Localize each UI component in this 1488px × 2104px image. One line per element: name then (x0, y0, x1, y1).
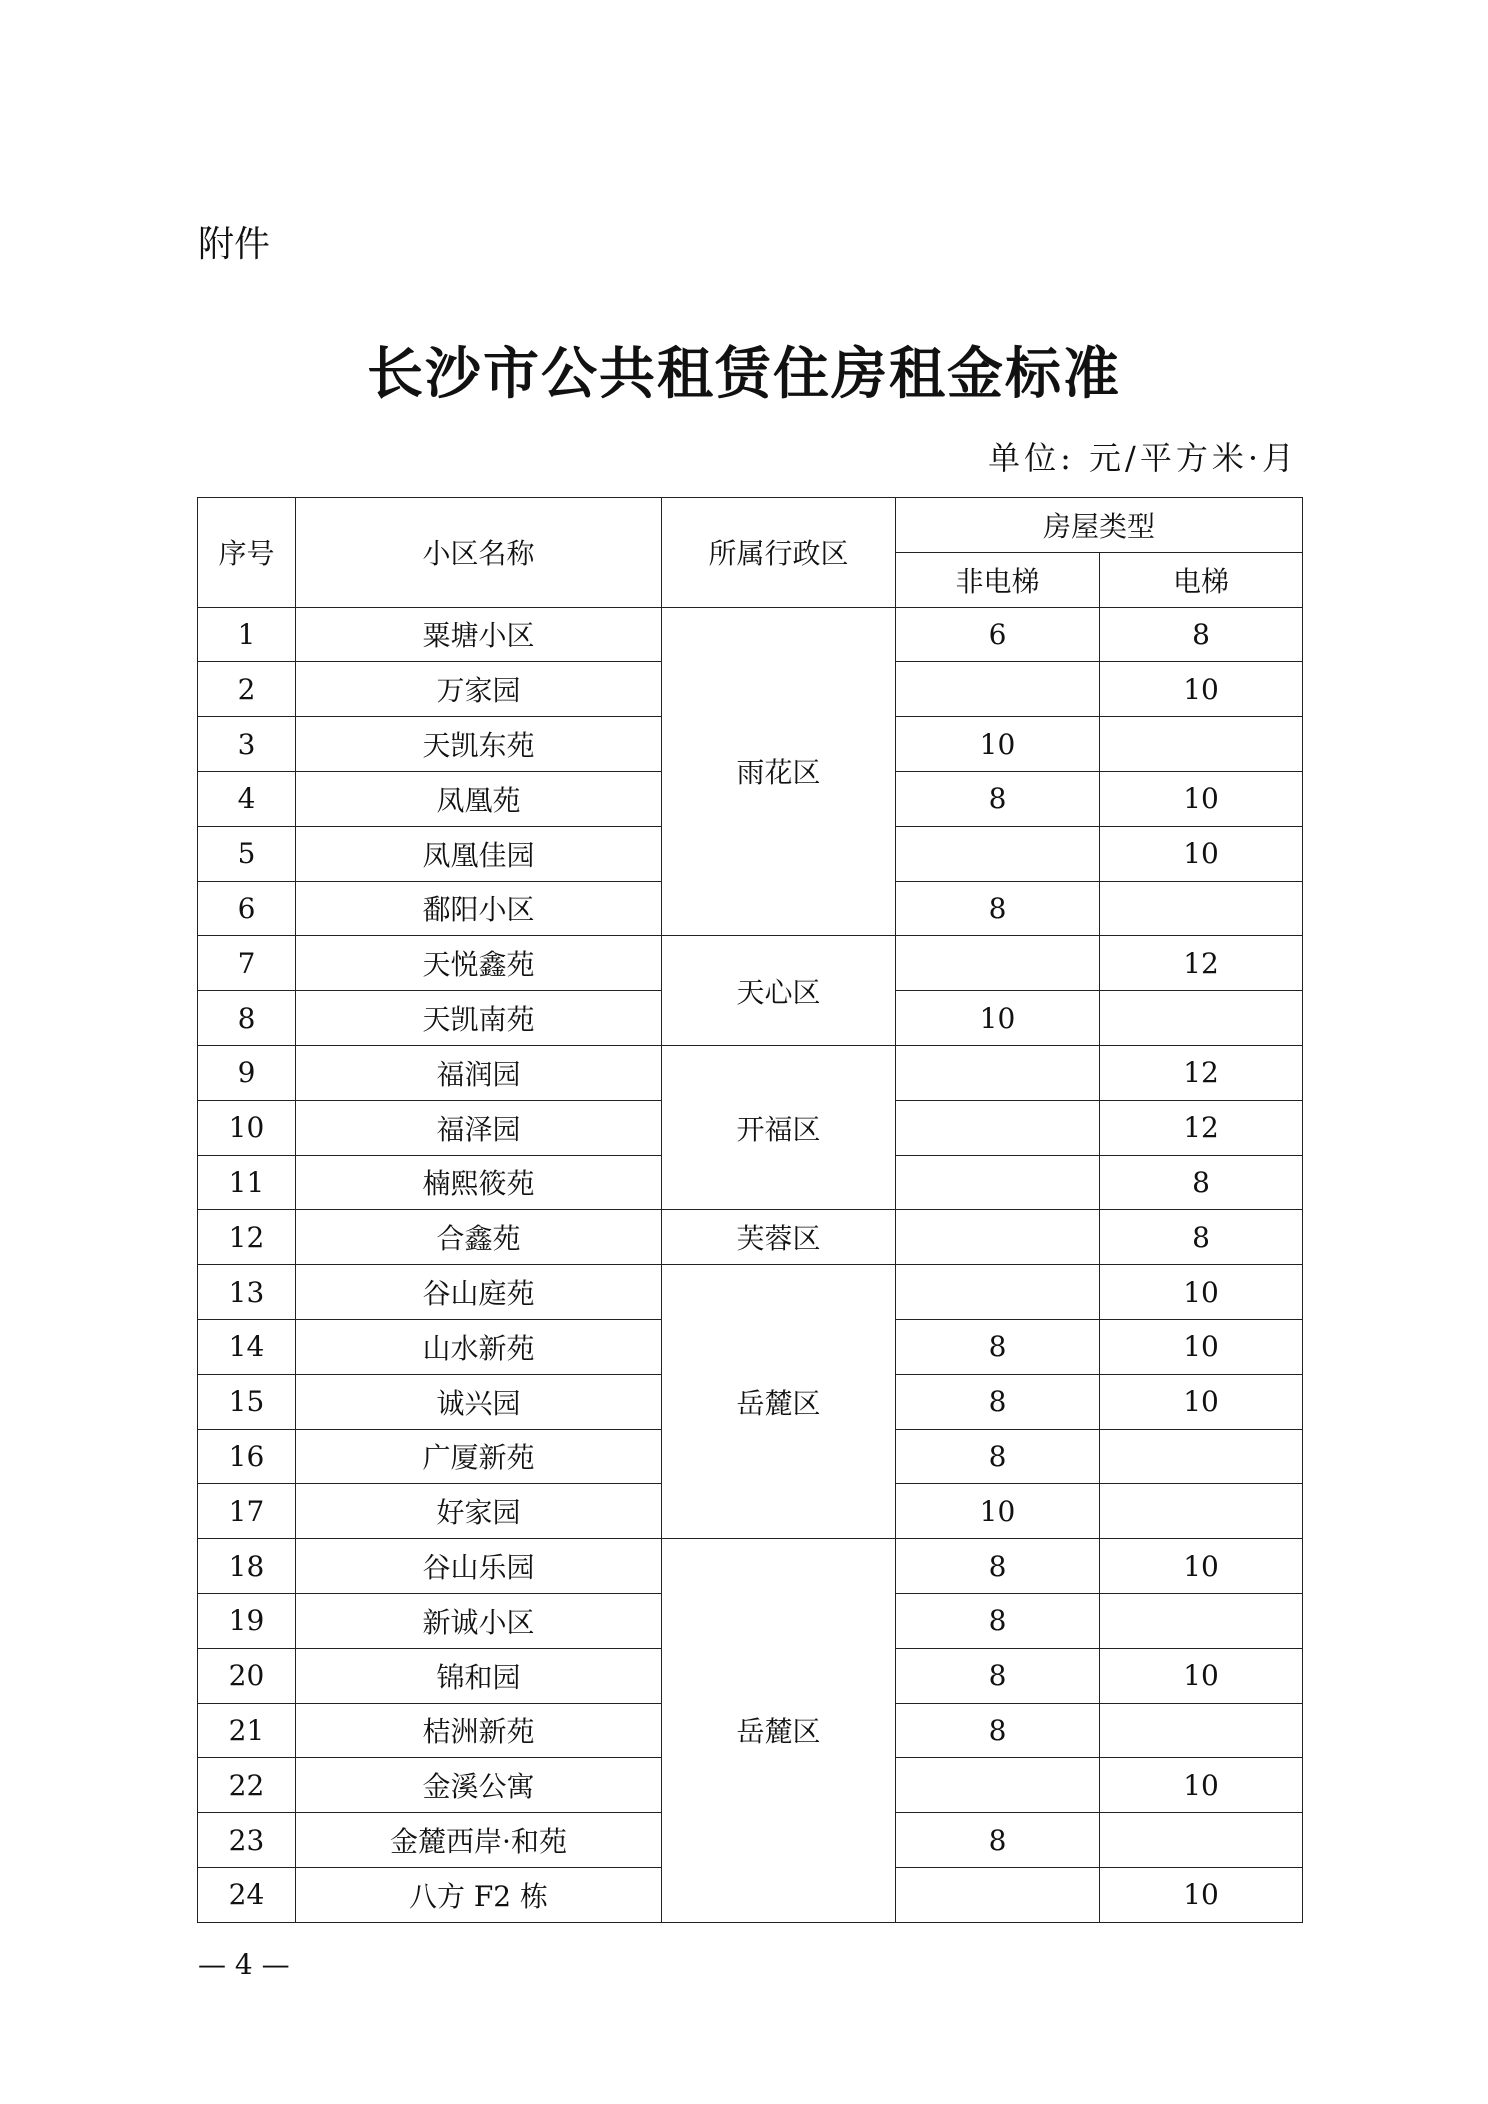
seq-cell: 18 (198, 1539, 296, 1594)
non-elevator-cell: 8 (896, 1593, 1100, 1648)
elevator-cell (1100, 717, 1303, 772)
name-cell: 金麓西岸·和苑 (296, 1813, 662, 1868)
seq-cell: 4 (198, 771, 296, 826)
non-elevator-cell: 10 (896, 717, 1100, 772)
seq-cell: 24 (198, 1867, 296, 1922)
elevator-cell: 10 (1100, 771, 1303, 826)
name-cell: 凤凰苑 (296, 771, 662, 826)
table-row (198, 1210, 1303, 1265)
non-elevator-cell (896, 1265, 1100, 1320)
elevator-cell (1100, 1429, 1303, 1484)
header-elevator: 电梯 (1100, 552, 1303, 607)
non-elevator-cell: 8 (896, 1429, 1100, 1484)
elevator-cell: 10 (1100, 1374, 1303, 1429)
seq-cell: 19 (198, 1593, 296, 1648)
attachment-label: 附件 (198, 224, 271, 265)
name-cell: 福泽园 (296, 1100, 662, 1155)
elevator-cell: 10 (1100, 1758, 1303, 1813)
elevator-cell: 8 (1100, 1155, 1303, 1210)
name-cell: 谷山乐园 (296, 1539, 662, 1594)
non-elevator-cell: 8 (896, 771, 1100, 826)
rent-standard-table (197, 497, 1303, 1923)
elevator-cell: 8 (1100, 1210, 1303, 1265)
elevator-cell (1100, 881, 1303, 936)
elevator-cell (1100, 991, 1303, 1046)
elevator-cell: 10 (1100, 1265, 1303, 1320)
elevator-cell (1100, 1703, 1303, 1758)
seq-cell: 13 (198, 1265, 296, 1320)
non-elevator-cell (896, 1045, 1100, 1100)
seq-cell: 8 (198, 991, 296, 1046)
non-elevator-cell: 10 (896, 991, 1100, 1046)
non-elevator-cell (896, 1758, 1100, 1813)
table-row (198, 607, 1303, 662)
non-elevator-cell (896, 826, 1100, 881)
name-cell: 万家园 (296, 662, 662, 717)
district-cell: 岳麓区 (662, 1539, 896, 1923)
seq-cell: 3 (198, 717, 296, 772)
seq-cell: 12 (198, 1210, 296, 1265)
non-elevator-cell (896, 1867, 1100, 1922)
district-cell: 芙蓉区 (662, 1210, 896, 1265)
non-elevator-cell (896, 662, 1100, 717)
table-header-row (198, 498, 1303, 553)
non-elevator-cell: 8 (896, 1703, 1100, 1758)
district-cell: 雨花区 (662, 607, 896, 936)
non-elevator-cell: 8 (896, 1648, 1100, 1703)
elevator-cell (1100, 1484, 1303, 1539)
name-cell: 好家园 (296, 1484, 662, 1539)
elevator-cell (1100, 1813, 1303, 1868)
unit-label: 单位: 元/平方米·月 (988, 439, 1298, 477)
name-cell: 粟塘小区 (296, 607, 662, 662)
seq-cell: 21 (198, 1703, 296, 1758)
elevator-cell (1100, 1593, 1303, 1648)
name-cell: 鄱阳小区 (296, 881, 662, 936)
seq-cell: 17 (198, 1484, 296, 1539)
seq-cell: 6 (198, 881, 296, 936)
name-cell: 桔洲新苑 (296, 1703, 662, 1758)
header-seq: 序号 (198, 498, 296, 608)
header-house-type: 房屋类型 (896, 498, 1303, 553)
non-elevator-cell: 8 (896, 1539, 1100, 1594)
table-row (198, 1045, 1303, 1100)
non-elevator-cell (896, 1210, 1100, 1265)
non-elevator-cell: 10 (896, 1484, 1100, 1539)
name-cell: 凤凰佳园 (296, 826, 662, 881)
table-row (198, 1539, 1303, 1594)
seq-cell: 22 (198, 1758, 296, 1813)
non-elevator-cell: 8 (896, 1374, 1100, 1429)
page-title: 长沙市公共租赁住房租金标准 (367, 342, 1121, 407)
name-cell: 锦和园 (296, 1648, 662, 1703)
name-cell: 合鑫苑 (296, 1210, 662, 1265)
non-elevator-cell: 8 (896, 1813, 1100, 1868)
name-cell: 广厦新苑 (296, 1429, 662, 1484)
non-elevator-cell: 8 (896, 1319, 1100, 1374)
header-name: 小区名称 (296, 498, 662, 608)
non-elevator-cell (896, 1100, 1100, 1155)
district-cell: 开福区 (662, 1045, 896, 1209)
district-cell: 岳麓区 (662, 1265, 896, 1539)
header-district: 所属行政区 (662, 498, 896, 608)
name-cell: 天凯东苑 (296, 717, 662, 772)
name-cell: 楠熙筱苑 (296, 1155, 662, 1210)
name-cell: 金溪公寓 (296, 1758, 662, 1813)
elevator-cell: 10 (1100, 1539, 1303, 1594)
elevator-cell: 10 (1100, 826, 1303, 881)
table-row (198, 936, 1303, 991)
seq-cell: 2 (198, 662, 296, 717)
seq-cell: 14 (198, 1319, 296, 1374)
seq-cell: 1 (198, 607, 296, 662)
name-cell: 天凯南苑 (296, 991, 662, 1046)
seq-cell: 7 (198, 936, 296, 991)
name-cell: 福润园 (296, 1045, 662, 1100)
elevator-cell: 10 (1100, 1319, 1303, 1374)
name-cell: 诚兴园 (296, 1374, 662, 1429)
elevator-cell: 10 (1100, 662, 1303, 717)
non-elevator-cell (896, 936, 1100, 991)
seq-cell: 20 (198, 1648, 296, 1703)
table-row (198, 1265, 1303, 1320)
elevator-cell: 10 (1100, 1867, 1303, 1922)
seq-cell: 11 (198, 1155, 296, 1210)
non-elevator-cell (896, 1155, 1100, 1210)
name-cell: 山水新苑 (296, 1319, 662, 1374)
seq-cell: 5 (198, 826, 296, 881)
district-cell: 天心区 (662, 936, 896, 1046)
seq-cell: 23 (198, 1813, 296, 1868)
elevator-cell: 12 (1100, 936, 1303, 991)
elevator-cell: 12 (1100, 1045, 1303, 1100)
page-number: — 4 — (198, 1948, 290, 1981)
name-cell: 天悦鑫苑 (296, 936, 662, 991)
elevator-cell: 12 (1100, 1100, 1303, 1155)
seq-cell: 16 (198, 1429, 296, 1484)
header-non-elevator: 非电梯 (896, 552, 1100, 607)
seq-cell: 9 (198, 1045, 296, 1100)
seq-cell: 10 (198, 1100, 296, 1155)
name-cell: 新诚小区 (296, 1593, 662, 1648)
elevator-cell: 8 (1100, 607, 1303, 662)
non-elevator-cell: 6 (896, 607, 1100, 662)
non-elevator-cell: 8 (896, 881, 1100, 936)
name-cell: 八方 F2 栋 (296, 1867, 662, 1922)
seq-cell: 15 (198, 1374, 296, 1429)
elevator-cell: 10 (1100, 1648, 1303, 1703)
name-cell: 谷山庭苑 (296, 1265, 662, 1320)
